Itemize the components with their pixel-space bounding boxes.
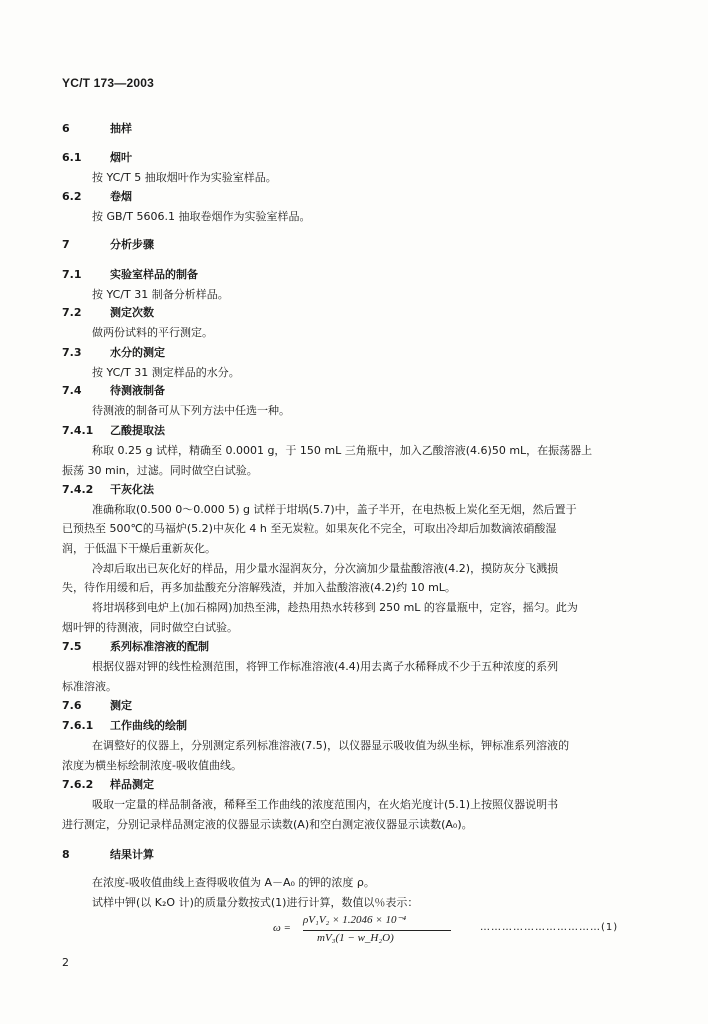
formula-number: ……………………………(1) (480, 922, 619, 933)
section-7-4-2-line6: 将坩埚移到电炉上(加石棉网)加热至沸，趁热用热水转移到 250 mL 的容量瓶中，定容，摇匀。此为 (92, 601, 578, 614)
section-7-heading: 7 分析步骤 (62, 238, 154, 251)
section-7-4-2-line7: 烟叶钾的待测液，同时做空白试验。 (62, 621, 238, 634)
section-8-heading: 8 结果计算 (62, 848, 154, 861)
section-7-4-2-line4: 冷却后取出已灰化好的样品，用少量水湿润灰分，分次滴加少量盐酸溶液(4.2)，摸防灰分飞溅损 (92, 562, 559, 575)
section-7-4-2-heading: 7.4.2 干灰化法 (62, 483, 154, 496)
section-7-4-1-line1: 称取 0.25 g 试样，精确至 0.0001 g，于 150 mL 三角瓶中，加入乙酸溶液(4.6)50 mL，在振荡器上 (92, 444, 593, 457)
fraction-bar (303, 930, 451, 931)
section-7-6-2-line2: 进行测定，分别记录样品测定液的仪器显示读数(A)和空白测定液仪器显示读数(A₀)。 (62, 818, 473, 831)
section-7-4-1-line2: 振荡 30 min，过滤。同时做空白试验。 (62, 464, 258, 477)
section-7-4-2-line3: 润，于低温下干燥后重新灰化。 (62, 542, 216, 555)
section-6-2-body: 按 GB/T 5606.1 抽取卷烟作为实验室样品。 (92, 210, 311, 223)
section-7-4-2-line5: 失，待作用缓和后，再多加盐酸充分溶解残渣，并加入盐酸溶液(4.2)约 10 mL。 (62, 581, 456, 594)
section-7-6-heading: 7.6 测定 (62, 699, 132, 712)
section-8-line1: 在浓度-吸收值曲线上查得吸收值为 A－A₀ 的钾的浓度 ρ。 (92, 876, 375, 889)
formula-lhs: ω = (273, 922, 291, 934)
section-7-4-body: 待测液的制备可从下列方法中任选一种。 (92, 404, 290, 417)
page-number: 2 (62, 956, 69, 969)
formula-numerator: ρV₁V₂ × 1.2046 × 10⁻⁴ (303, 914, 407, 926)
section-6-1-body: 按 YC/T 5 抽取烟叶作为实验室样品。 (92, 171, 277, 184)
section-7-4-2-line1: 准确称取(0.500 0～0.000 5) g 试样于坩埚(5.7)中，盖子半开，在电热板上炭化至无烟，然后置于 (92, 503, 577, 516)
section-8-line2: 试样中钾(以 K₂O 计)的质量分数按式(1)进行计算，数值以％表示： (92, 896, 419, 909)
section-7-6-2-heading: 7.6.2 样品测定 (62, 778, 154, 791)
section-7-2-heading: 7.2 测定次数 (62, 306, 154, 319)
section-7-3-heading: 7.3 水分的测定 (62, 346, 165, 359)
section-7-4-1-heading: 7.4.1 乙酸提取法 (62, 424, 165, 437)
section-7-3-body: 按 YC/T 31 测定样品的水分。 (92, 366, 240, 379)
section-7-6-1-line1: 在调整好的仪器上，分别测定系列标准溶液(7.5)，以仪器显示吸收值为纵坐标，钾标准系列溶液的 (92, 739, 570, 752)
section-7-6-1-heading: 7.6.1 工作曲线的绘制 (62, 719, 187, 732)
section-6-2-heading: 6.2 卷烟 (62, 190, 132, 203)
standard-number: YC/T 173—2003 (62, 76, 154, 90)
formula-denominator: mV₃(1 − w_H₂O) (317, 932, 394, 944)
section-6-heading: 6 抽样 (62, 122, 132, 135)
section-7-1-body: 按 YC/T 31 制备分析样品。 (92, 288, 229, 301)
section-7-5-line2: 标准溶液。 (62, 680, 117, 693)
section-6-1-heading: 6.1 烟叶 (62, 151, 132, 164)
section-7-6-2-line1: 吸取一定量的样品制备液，稀释至工作曲线的浓度范围内，在火焰光度计(5.1)上按照仪器说明书 (92, 798, 559, 811)
section-7-1-heading: 7.1 实验室样品的制备 (62, 268, 198, 281)
section-7-5-line1: 根据仪器对钾的线性检测范围，将钾工作标准溶液(4.4)用去离子水稀释成不少于五种浓度的系列 (92, 660, 559, 673)
section-7-6-1-line2: 浓度为横坐标绘制浓度-吸收值曲线。 (62, 759, 242, 772)
section-7-4-heading: 7.4 待测液制备 (62, 384, 165, 397)
section-7-4-2-line2: 已预热至 500℃的马福炉(5.2)中灰化 4 h 至无炭粒。如果灰化不完全，可取出冷却后加数滴浓硝酸湿 (62, 522, 557, 535)
section-7-2-body: 做两份试料的平行测定。 (92, 326, 213, 339)
section-7-5-heading: 7.5 系列标准溶液的配制 (62, 640, 209, 653)
